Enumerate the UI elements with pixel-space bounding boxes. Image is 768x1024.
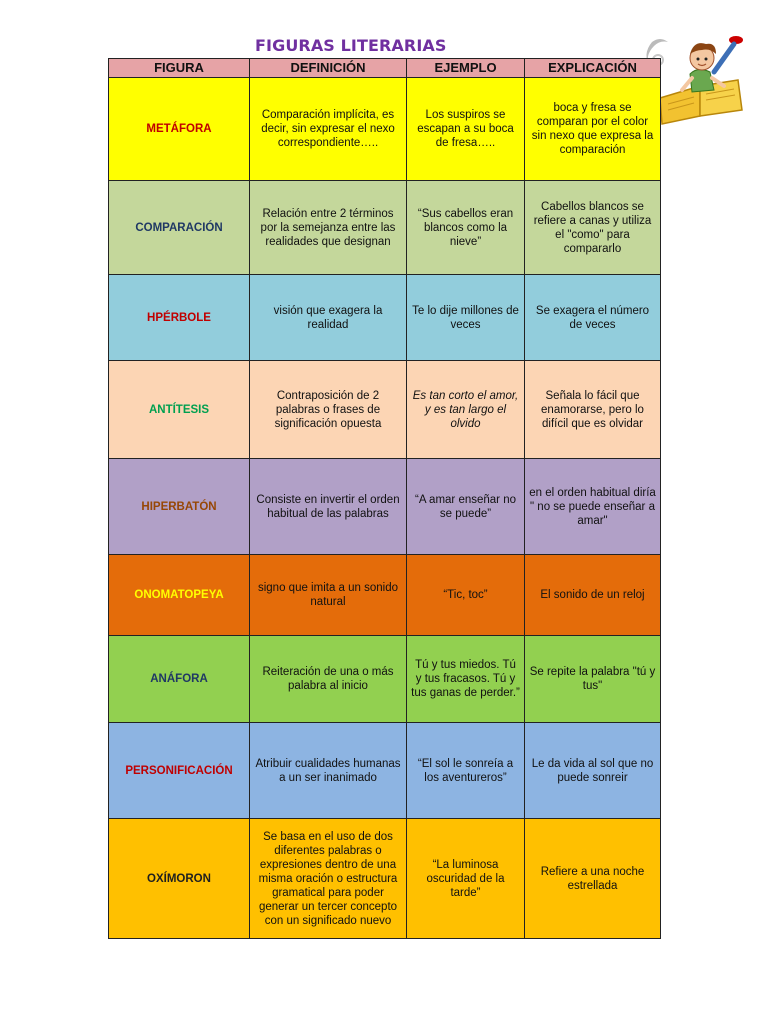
ejemplo-cell: “A amar enseñar no se puede” xyxy=(407,459,525,555)
definicion-cell: Contraposición de 2 palabras o frases de significación opuesta xyxy=(250,361,407,459)
definicion-cell: visión que exagera la realidad xyxy=(250,275,407,361)
table-row xyxy=(109,181,661,275)
explicacion-cell: Le da vida al sol que no puede sonreir xyxy=(525,723,661,819)
ejemplo-cell: Es tan corto el amor, y es tan largo el olvido xyxy=(407,361,525,459)
table-row xyxy=(109,636,661,723)
header-figura: FIGURA xyxy=(109,59,250,78)
page-title: FIGURAS LITERARIAS xyxy=(255,36,447,55)
table-row xyxy=(109,459,661,555)
figura-cell: OXÍMORON xyxy=(109,819,250,939)
ejemplo-cell: “Tic, toc” xyxy=(407,555,525,636)
table-row xyxy=(109,275,661,361)
explicacion-cell: Se exagera el número de veces xyxy=(525,275,661,361)
explicacion-cell: Se repite la palabra "tú y tus" xyxy=(525,636,661,723)
definicion-cell: Consiste en invertir el orden habitual de las palabras xyxy=(250,459,407,555)
ejemplo-cell: Los suspiros se escapan a su boca de fresa….. xyxy=(407,78,525,181)
explicacion-cell: El sonido de un reloj xyxy=(525,555,661,636)
table-row xyxy=(109,78,661,181)
figura-cell: ANTÍTESIS xyxy=(109,361,250,459)
header-explicacion: EXPLICACIÓN xyxy=(525,59,661,78)
definicion-cell: signo que imita a un sonido natural xyxy=(250,555,407,636)
figura-cell: ANÁFORA xyxy=(109,636,250,723)
figura-cell: HIPERBATÓN xyxy=(109,459,250,555)
ejemplo-cell: “El sol le sonreía a los aventureros” xyxy=(407,723,525,819)
explicacion-cell: Señala lo fácil que enamorarse, pero lo difícil que es olvidar xyxy=(525,361,661,459)
header-ejemplo: EJEMPLO xyxy=(407,59,525,78)
ejemplo-cell: “La luminosa oscuridad de la tarde” xyxy=(407,819,525,939)
ejemplo-cell: “Sus cabellos eran blancos como la nieve” xyxy=(407,181,525,275)
explicacion-cell: boca y fresa se comparan por el color sin nexo que expresa la comparación xyxy=(525,78,661,181)
literary-figures-table xyxy=(108,58,661,939)
table-row xyxy=(109,819,661,939)
figura-cell: ONOMATOPEYA xyxy=(109,555,250,636)
ejemplo-cell: Tú y tus miedos. Tú y tus fracasos. Tú y tus ganas de perder.” xyxy=(407,636,525,723)
definicion-cell: Reiteración de una o más palabra al inicio xyxy=(250,636,407,723)
table-header-row xyxy=(109,59,661,78)
definicion-cell: Atribuir cualidades humanas a un ser inanimado xyxy=(250,723,407,819)
definicion-cell: Relación entre 2 términos por la semejanza entre las realidades que designan xyxy=(250,181,407,275)
table-row xyxy=(109,723,661,819)
explicacion-cell: Refiere a una noche estrellada xyxy=(525,819,661,939)
table-row xyxy=(109,555,661,636)
figura-cell: HPÉRBOLE xyxy=(109,275,250,361)
explicacion-cell: en el orden habitual diría " no se puede enseñar a amar" xyxy=(525,459,661,555)
ejemplo-cell: Te lo dije millones de veces xyxy=(407,275,525,361)
explicacion-cell: Cabellos blancos se refiere a canas y utiliza el "como" para compararlo xyxy=(525,181,661,275)
table-row xyxy=(109,361,661,459)
definicion-cell: Se basa en el uso de dos diferentes palabras o expresiones dentro de una misma oración o estructura gramatical para poder generar un tercer concepto con un significado nuevo xyxy=(250,819,407,939)
definicion-cell: Comparación implícita, es decir, sin expresar el nexo correspondiente….. xyxy=(250,78,407,181)
figura-cell: COMPARACIÓN xyxy=(109,181,250,275)
header-definicion: DEFINICIÓN xyxy=(250,59,407,78)
figura-cell: METÁFORA xyxy=(109,78,250,181)
figura-cell: PERSONIFICACIÓN xyxy=(109,723,250,819)
